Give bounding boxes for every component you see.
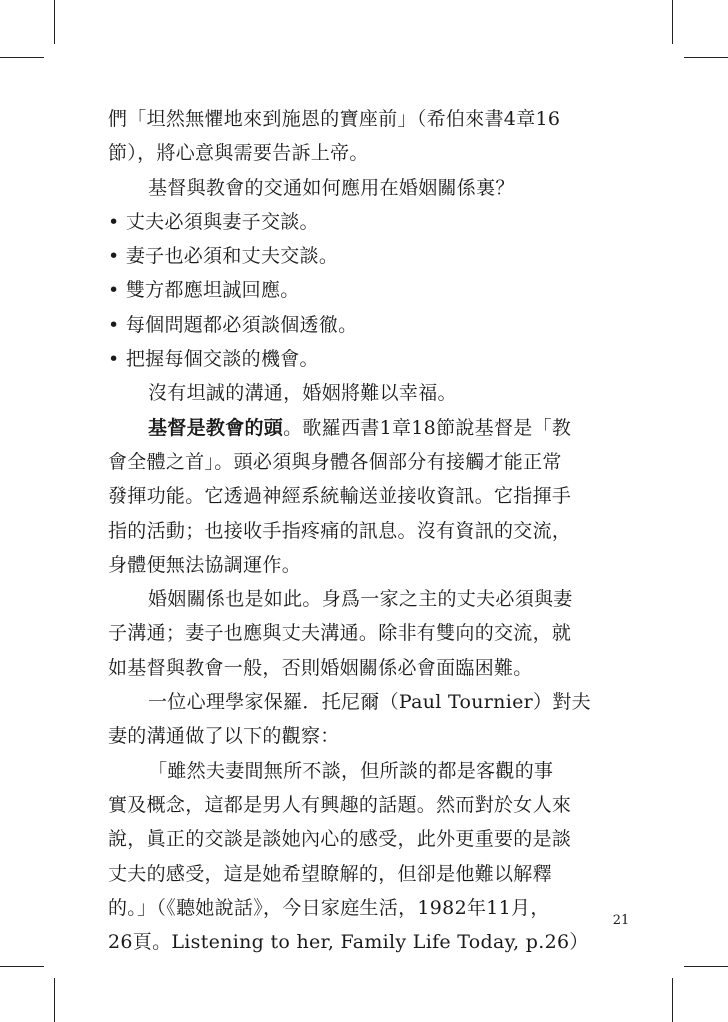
text-line: 發揮功能。它透過神經系統輸送並接收資訊。它指揮手 bbox=[108, 485, 572, 508]
text-line: 基督與教會的交通如何應用在婚姻關係裏？ bbox=[148, 176, 515, 199]
crop-mark-top-right-horizontal bbox=[684, 57, 728, 58]
text-line: 婚姻關係也是如此。身爲一家之主的丈夫必須與妻 bbox=[148, 588, 573, 611]
text-span: 。歌羅西書1章18節說基督是「教 bbox=[283, 416, 572, 439]
text-line: 子溝通；妻子也應與丈夫溝通。除非有雙向的交流，就 bbox=[108, 622, 572, 645]
text-line bbox=[108, 411, 623, 445]
crop-mark-bottom-left-horizontal bbox=[0, 966, 44, 967]
text-line: 妻的溝通做了以下的觀察： bbox=[108, 725, 340, 748]
text-line: 26頁。Listening to her, Family Life Today, p.26） bbox=[108, 931, 589, 954]
text-line: 說，眞正的交談是談她內心的感受，此外更重要的是談 bbox=[108, 828, 572, 851]
bold-heading: 基督是教會的頭 bbox=[148, 416, 284, 439]
crop-mark-bottom-right-horizontal bbox=[684, 966, 728, 967]
bullet-item: • 妻子也必須和丈夫交談。 bbox=[108, 245, 339, 268]
text-line: 節），將心意與需要告訴上帝。 bbox=[108, 142, 369, 165]
text-line: 一位心理學家保羅．托尼爾（Paul Tournier）對夫 bbox=[148, 691, 591, 714]
crop-mark-bottom-left-vertical bbox=[54, 978, 55, 1022]
text-line: 身體便無法協調運作。 bbox=[108, 553, 302, 576]
text-line: 會全體之首」。頭必須與身體各個部分有接觸才能正常 bbox=[108, 450, 562, 473]
text-line: 實及概念，這都是男人有興趣的話題。然而對於女人來 bbox=[108, 793, 572, 816]
text-line: 的。」（《聽她說話》，今日家庭生活，1982年11月， bbox=[108, 896, 550, 919]
body-text bbox=[108, 102, 623, 959]
text-line: 如基督與教會一般，否則婚姻關係必會面臨困難。 bbox=[108, 656, 533, 679]
crop-mark-top-left-vertical bbox=[54, 0, 55, 44]
text-line: 「雖然夫妻間無所不談，但所談的都是客觀的事 bbox=[148, 759, 554, 782]
text-line: 沒有坦誠的溝通，婚姻將難以幸福。 bbox=[148, 382, 457, 405]
crop-mark-top-right-vertical bbox=[672, 0, 673, 44]
bullet-item: • 雙方都應坦誠回應。 bbox=[108, 279, 300, 302]
bullet-item: • 丈夫必須與妻子交談。 bbox=[108, 210, 319, 233]
text-line: 指的活動；也接收手指疼痛的訊息。沒有資訊的交流， bbox=[108, 519, 572, 542]
crop-mark-bottom-right-vertical bbox=[672, 978, 673, 1022]
bullet-item: • 把握每個交談的機會。 bbox=[108, 348, 319, 371]
bullet-item: • 每個問題都必須談個透徹。 bbox=[108, 313, 358, 336]
text-line: 們「坦然無懼地來到施恩的寶座前」（希伯來書4章16 bbox=[108, 108, 561, 130]
page-number: 21 bbox=[612, 913, 630, 928]
crop-mark-top-left-horizontal bbox=[0, 57, 44, 58]
text-line: 丈夫的感受，這是她希望瞭解的，但卻是他難以解釋 bbox=[108, 862, 552, 885]
